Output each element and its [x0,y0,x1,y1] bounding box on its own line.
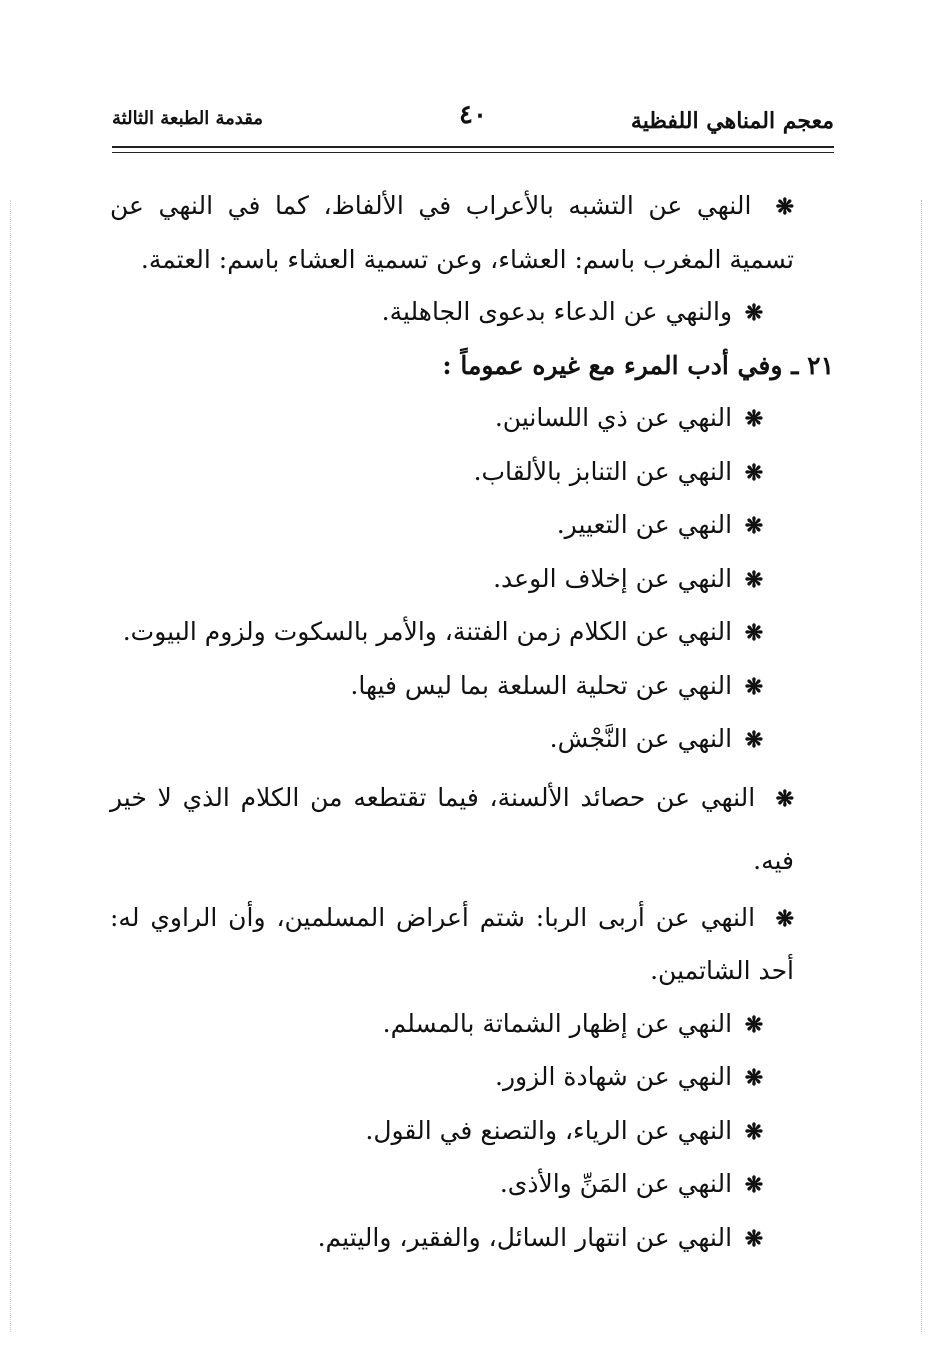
star-bullet-icon: ❋ [744,727,764,753]
paragraph-hasaid [110,767,834,892]
bullet-item [110,499,834,553]
star-bullet-icon: ❋ [744,1011,764,1038]
bullet-text: النهي عن المَنِّ والأذى. [499,1169,733,1198]
bullet-item [110,1105,834,1159]
star-bullet-icon: ❋ [744,300,764,326]
paragraph-arba [110,892,834,998]
bullet-text: النهي عن إظهار الشماتة بالمسلم. [382,1008,733,1038]
star-bullet-icon: ❋ [744,620,764,646]
paragraph-text: النهي عن أربى الربا: شتم أعراض المسلمين، وأن الراوي له: أحد الشاتمين. [110,902,794,985]
bullet-item [110,1051,834,1105]
section-title: مقدمة الطبعة الثالثة [112,108,264,129]
bullet-item [110,998,834,1052]
bullet-item [110,1212,834,1266]
bullet-text: النهي عن انتهار السائل، والفقير، واليتيم. [317,1222,733,1252]
star-bullet-icon: ❋ [775,905,794,932]
star-bullet-icon: ❋ [744,406,764,432]
bullet-item [110,606,834,660]
bullet-text: النهي عن الكلام زمن الفتنة، والأمر بالسكوت ولزوم البيوت. [122,617,733,646]
scan-margin-dots-left [10,200,11,1332]
bullet-item [110,713,834,767]
bullet-text: النهي عن شهادة الزور. [495,1062,733,1091]
bullet-item [110,392,834,446]
star-bullet-icon: ❋ [744,459,764,486]
scan-margin-dots-right [921,200,922,1332]
bullet-item [110,553,834,607]
bullet-item [110,446,834,500]
bullet-text: النهي عن التنابز بالألقاب. [473,456,733,486]
paragraph-text: النهي عن التشبه بالأعراب في الألفاظ، كما في النهي عن تسمية المغرب باسم: العشاء، وعن تسمية العشاء باسم: العتمة. [110,191,794,274]
bullet-text: النهي عن التعيير. [556,510,733,539]
section-heading-21: ٢١ ـ وفي أدب المرء مع غيره عموماً : [442,350,834,380]
bullet-text: النهي عن الرياء، والتصنع في القول. [365,1115,733,1145]
star-bullet-icon: ❋ [744,1065,764,1091]
star-bullet-icon: ❋ [744,673,764,700]
star-bullet-icon: ❋ [744,1225,764,1252]
bullet-text: النهي عن النَّجْش. [549,724,733,753]
paragraph-text: النهي عن حصائد الألسنة، فيما تقتطعه من الكلام الذي لا خير فيه. [110,782,794,875]
bullet-text: والنهي عن الدعاء بدعوى الجاهلية. [381,297,733,326]
page-header [112,100,834,140]
book-title: معجم المناهي اللفظية [630,108,834,134]
bullet-text: النهي عن تحلية السلعة بما ليس فيها. [350,670,733,700]
star-bullet-icon: ❋ [775,785,795,812]
header-rule-thick [112,146,834,148]
star-bullet-icon: ❋ [775,194,795,220]
bullet-text: النهي عن ذي اللسانين. [494,403,733,432]
bullet-item [110,660,834,714]
star-bullet-icon: ❋ [744,1172,764,1198]
paragraph-tashabbuh [110,180,834,286]
page-body [110,180,834,1265]
page-number: ٤٠ [459,100,487,130]
header-rule-thin [112,152,834,153]
star-bullet-icon: ❋ [744,1118,764,1145]
star-bullet-icon: ❋ [744,513,764,539]
star-bullet-icon: ❋ [744,566,764,593]
bullet-duaa [110,286,834,340]
bullet-text: النهي عن إخلاف الوعد. [493,563,733,593]
bullet-item [110,1158,834,1212]
